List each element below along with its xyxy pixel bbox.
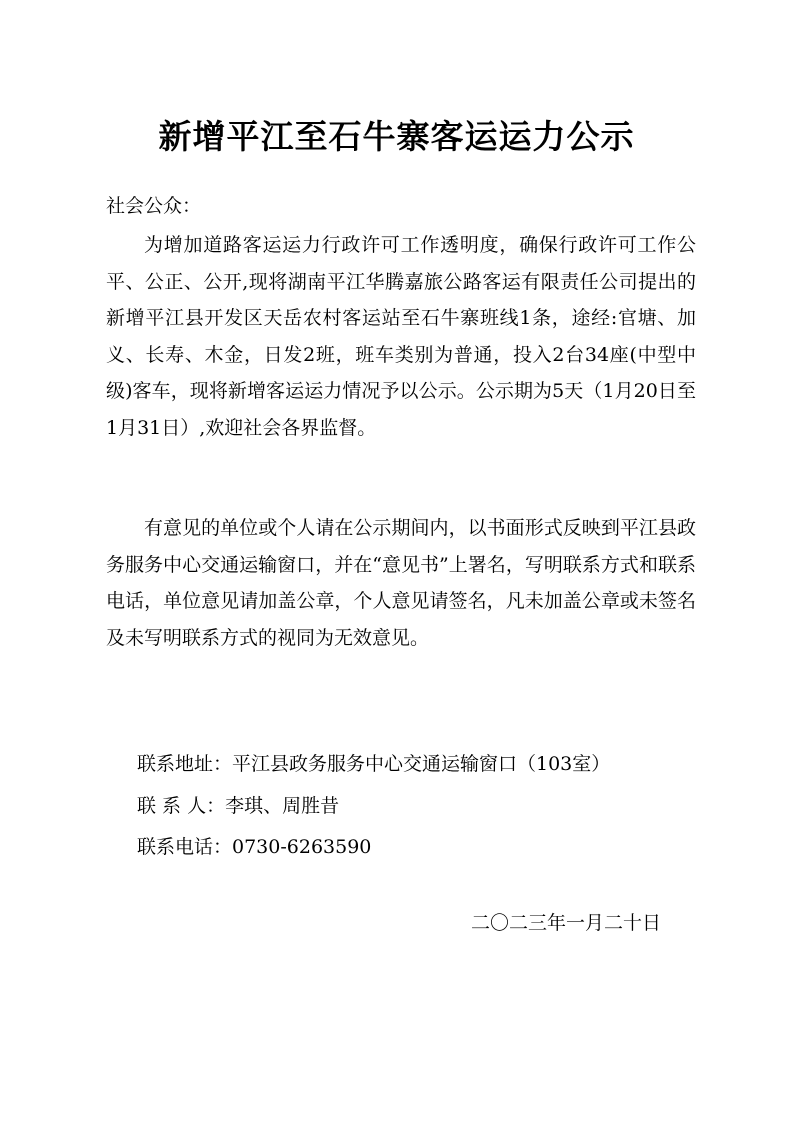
- salutation: 社会公众：: [106, 195, 202, 217]
- body-paragraph-2: 有意见的单位或个人请在公示期间内，以书面形式反映到平江县政务服务中心交通运输窗口，并在“意见书”上署名，写明联系方式和联系电话，单位意见请加盖公章，个人意见请签名，凡未加盖公章或未签名及未写明联系方式的视同为无效意见。: [106, 517, 696, 649]
- contact-address: 联系地址：平江县政务服务中心交通运输窗口（103室）: [137, 753, 611, 775]
- contact-phone: 联系电话：0730-6263590: [137, 836, 372, 858]
- body-paragraph-1: 为增加道路客运运力行政许可工作透明度，确保行政许可工作公平、公正、公开,现将湖南平江华腾嘉旅公路客运有限责任公司提出的新增平江县开发区天岳农村客运站至石牛寨班线1条，途经:官塘、加义、长寿、木金，日发2班，班车类别为普通，投入2台34座(中型中级)客车，现将新增客运运力情况予以公示。公示期为5天（1月20日至1月31日）,欢迎社会各界监督。: [106, 234, 696, 439]
- document-title: 新增平江至石牛寨客运运力公示: [158, 117, 635, 156]
- document-date: 二〇二三年一月二十日: [470, 912, 661, 934]
- contact-person: 联 系 人：李琪、周胜昔: [137, 795, 340, 817]
